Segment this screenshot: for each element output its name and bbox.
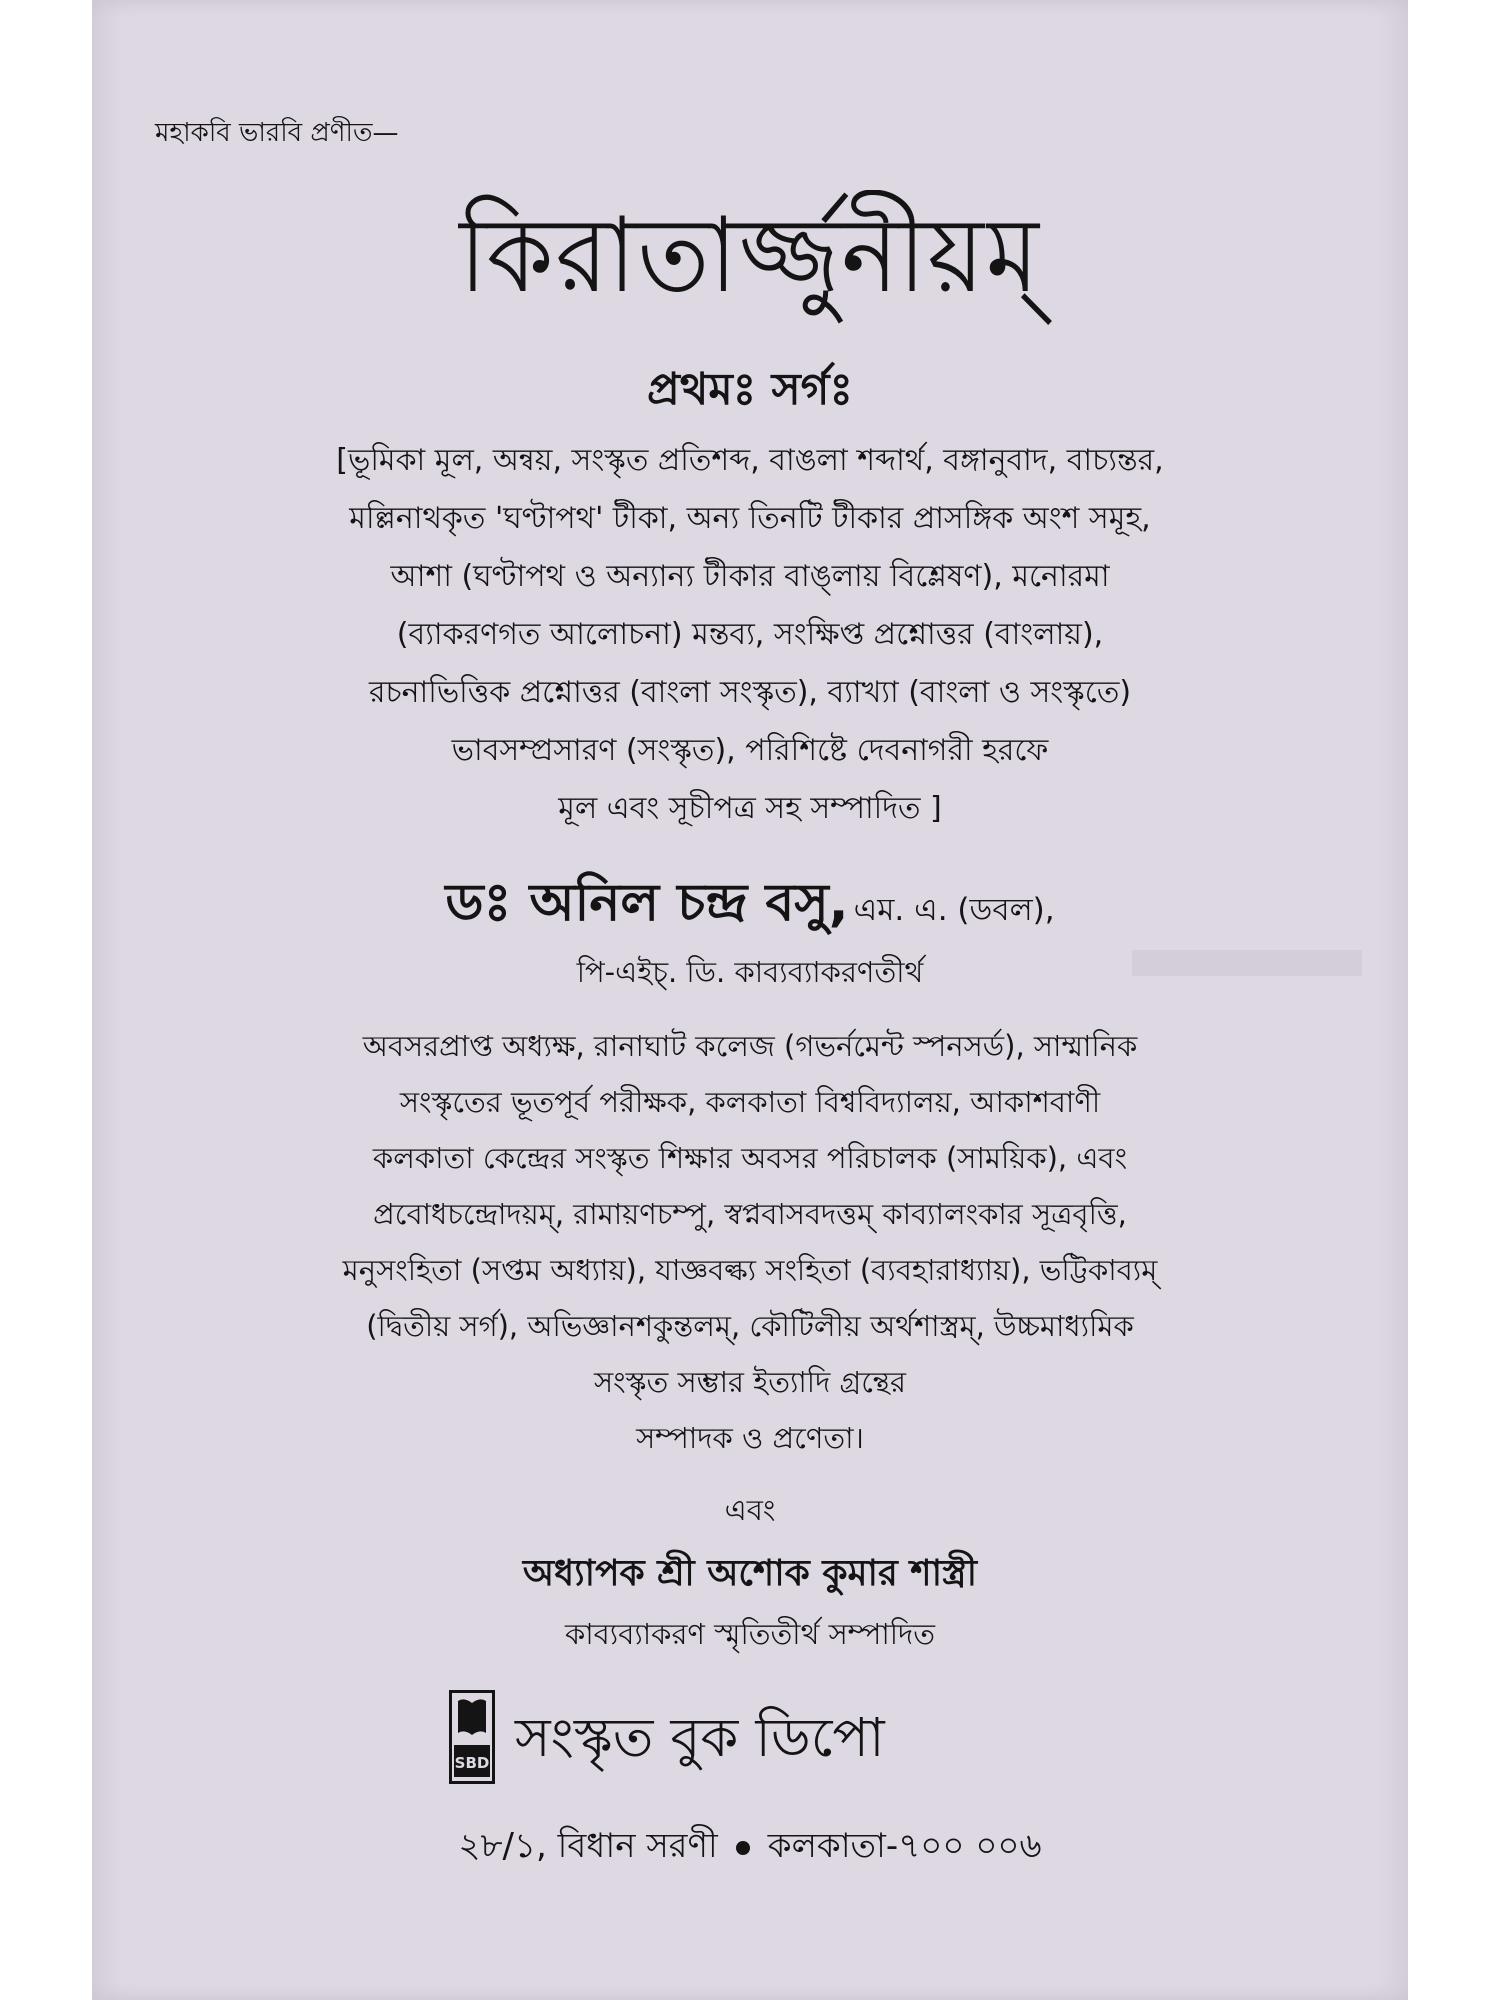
credentials-line: অবসরপ্রাপ্ত অধ্যক্ষ, রানাঘাট কলেজ (গভর্নমেন্ট স্পনসর্ড), সাম্মানিক <box>362 1029 1138 1063</box>
canto-heading: প্রথমঃ সর্গঃ <box>647 364 853 415</box>
publisher-name: সংস্কৃত বুক ডিপো <box>515 1706 885 1769</box>
credentials-line: সংস্কৃত সম্ভার ইত্যাদি গ্রন্থের <box>593 1365 907 1399</box>
author-degree: এম. এ. (ডবল), <box>853 892 1055 928</box>
description-line: [ভূমিকা মূল, অন্বয়, সংস্কৃত প্রতিশব্দ, বাঙলা শব্দার্থ, বঙ্গানুবাদ, বাচ্যন্তর, <box>336 443 1164 478</box>
bullet-icon <box>736 1841 750 1855</box>
book-emblem-icon <box>452 1693 492 1781</box>
description-line: মল্লিনাথকৃত 'ঘণ্টাপথ' টীকা, অন্য তিনটি টীকার প্রাসঙ্গিক অংশ সমূহ, <box>349 501 1151 536</box>
author-name: ডঃ অনিল চন্দ্র বসু, <box>445 873 849 933</box>
book-title: কিরাতার্জ্জুনীয়ম্ <box>459 194 1041 316</box>
description-line: ভাবসম্প্রসারণ (সংস্কৃত), পরিশিষ্টে দেবনাগরী হরফে <box>451 733 1049 768</box>
author-degree-2: পি-এইচ্. ডি. কাব্যব্যাকরণতীর্থ <box>576 955 924 989</box>
credentials-line: সম্পাদক ও প্রণেতা। <box>636 1421 864 1455</box>
coeditor-title: কাব্যব্যাকরণ স্মৃতিতীর্থ সম্পাদিত <box>564 1617 936 1651</box>
credentials-line: সংস্কৃতের ভূতপূর্ব পরীক্ষক, কলকাতা বিশ্ববিদ্যালয়, আকাশবাণী <box>399 1085 1101 1119</box>
address-street: ২৮/১, বিধান সরণী <box>458 1826 718 1866</box>
description-line: আশা (ঘণ্টাপথ ও অন্যান্য টীকার বাঙ্‌লায় বিশ্লেষণ), মনোরমা <box>390 559 1110 594</box>
address-city: কলকাতা-৭০০ ০০৬ <box>767 1826 1042 1866</box>
credentials-line: (দ্বিতীয় সর্গ), অভিজ্ঞানশকুন্তলম্, কৌটিলীয় অর্থশাস্ত্রম্, উচ্চমাধ্যমিক <box>366 1309 1134 1343</box>
publisher-logo-text: SBD <box>454 1754 490 1772</box>
credentials-line: কলকাতা কেন্দ্রের সংস্কৃত শিক্ষার অবসর পরিচালক (সাময়িক), এবং <box>372 1141 1128 1175</box>
title-page <box>92 0 1408 2000</box>
presenter-line: মহাকবি ভারবি প্রণীত— <box>155 118 399 148</box>
credentials-line: প্রবোধচন্দ্রোদয়ম্, রামায়ণচম্পু, স্বপ্নবাসবদত্তম্ কাব্যালংকার সূত্রবৃত্তি, <box>373 1197 1127 1231</box>
description-line: রচনাভিত্তিক প্রশ্নোত্তর (বাংলা সংস্কৃত), ব্যাখ্যা (বাংলা ও সংস্কৃতে) <box>368 675 1132 710</box>
description-line: (ব্যাকরণগত আলোচনা) মন্তব্য, সংক্ষিপ্ত প্রশ্নোত্তর (বাংলায়), <box>396 617 1104 652</box>
publisher-address <box>92 1820 1408 1877</box>
publisher-block <box>449 1690 1089 1810</box>
coeditor-name: অধ্যাপক শ্রী অশোক কুমার শাস্ত্রী <box>522 1553 978 1594</box>
publisher-logo <box>449 1690 495 1784</box>
author-line <box>92 862 1408 949</box>
credentials-line: মনুসংহিতা (সপ্তম অধ্যায়), যাজ্ঞবল্ক্য সংহিতা (ব্যবহারাধ্যায়), ভট্টিকাব্যম্ <box>342 1253 1158 1287</box>
description-line: মূল এবং সূচীপত্র সহ সম্পাদিত ] <box>558 791 942 826</box>
conjunction: এবং <box>724 1493 776 1527</box>
